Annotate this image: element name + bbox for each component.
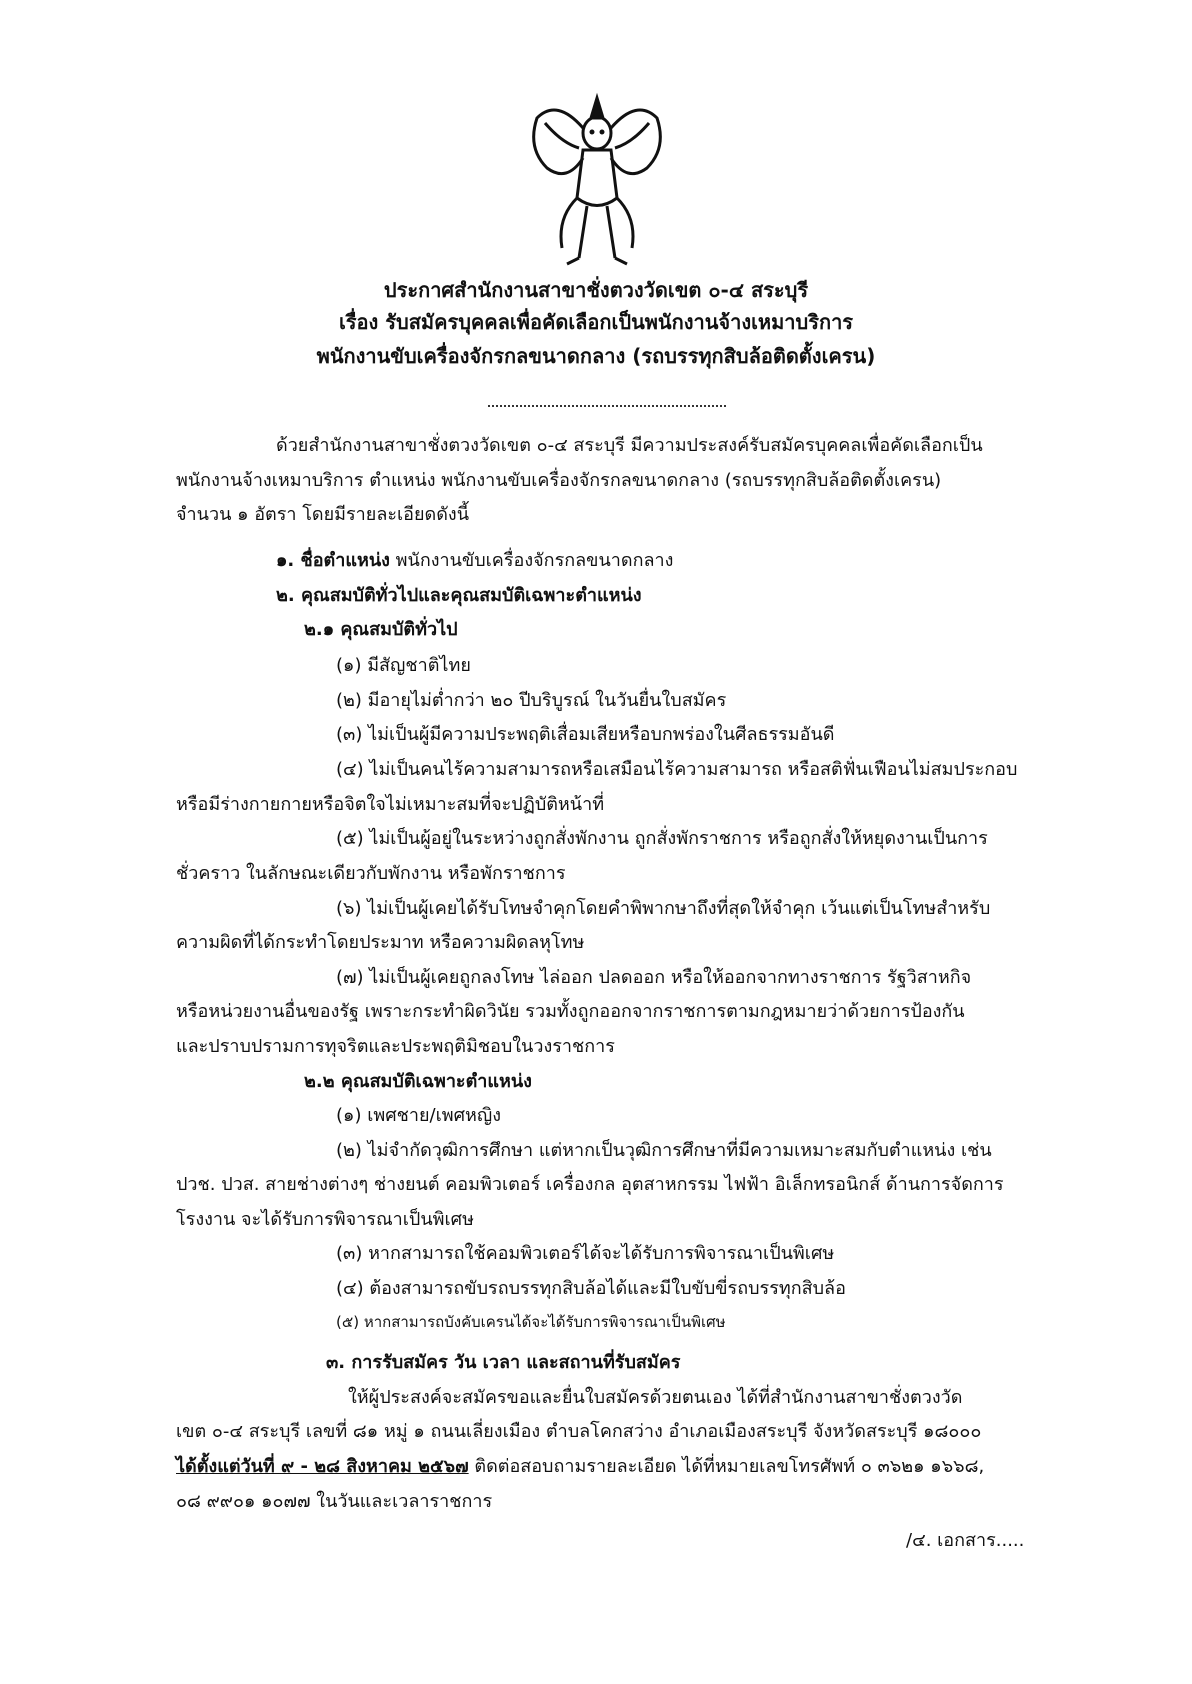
intro-line-3: จำนวน ๑ อัตรา โดยมีรายละเอียดดังนี้ <box>176 504 470 525</box>
section-1-value: พนักงานขับเครื่องจักรกลขนาดกลาง <box>395 550 674 571</box>
general-item-6: (๖) ไม่เป็นผู้เคยได้รับโทษจำคุกโดยคำพิพากษาถึงที่สุดให้จำคุก เว้นแต่เป็นโทษสำหรับ <box>336 898 991 919</box>
section-3-para-4: ๐๘ ๙๙๐๑ ๑๐๗๗ ในวันและเวลาราชการ <box>176 1491 493 1512</box>
garuda-emblem-icon <box>517 88 677 268</box>
specific-qualifications-heading: ๒.๒ คุณสมบัติเฉพาะตำแหน่ง <box>304 1071 532 1092</box>
specific-item-4: (๔) ต้องสามารถขับรถบรรทุกสิบล้อได้และมีใบขับขี่รถบรรทุกสิบล้อ <box>336 1278 846 1299</box>
general-item-7: (๗) ไม่เป็นผู้เคยถูกลงโทษ ไล่ออก ปลดออก หรือให้ออกจากทางราชการ รัฐวิสาหกิจ <box>336 967 972 988</box>
application-date-range: ได้ตั้งแต่วันที่ ๙ - ๒๘ สิงหาคม ๒๕๖๗ <box>176 1456 469 1477</box>
specific-item-2-cont-1: ปวช. ปวส. สายช่างต่างๆ ช่างยนต์ คอมพิวเตอร์ เครื่องกล อุตสาหกรรม ไฟฟ้า อิเล็กทรอนิกส์ ด้านการจัดการ <box>176 1174 1004 1195</box>
section-3-para-2: เขต ๐-๔ สระบุรี เลขที่ ๘๑ หมู่ ๑ ถนนเลี่ยงเมือง ตำบลโคกสว่าง อำเภอเมืองสระบุรี จังหวัดสระบุรี ๑๘๐๐๐ <box>176 1421 982 1442</box>
general-item-7-cont-1: หรือหน่วยงานอื่นของรัฐ เพราะกระทำผิดวินัย รวมทั้งถูกออกจากราชการตามกฎหมายว่าด้วยการป้องกัน <box>176 1001 965 1022</box>
continued-marker: /๔. เอกสาร..... <box>906 1530 1025 1551</box>
section-1-label: ๑. ชื่อตำแหน่ง <box>276 550 390 571</box>
general-item-4-cont: หรือมีร่างกายกายหรือจิตใจไม่เหมาะสมที่จะปฏิบัติหน้าที่ <box>176 794 605 815</box>
contact-phone-text: ติดต่อสอบถามรายละเอียด ได้ที่หมายเลขโทรศัพท์ ๐ ๓๖๒๑ ๑๖๖๘, <box>474 1456 985 1477</box>
specific-item-2: (๒) ไม่จำกัดวุฒิการศึกษา แต่หากเป็นวุฒิการศึกษาที่มีความเหมาะสมกับตำแหน่ง เช่น <box>336 1140 992 1161</box>
title-separator <box>488 405 726 407</box>
specific-item-5: (๕) หากสามารถบังคับเครนได้จะได้รับการพิจารณาเป็นพิเศษ <box>336 1313 726 1331</box>
specific-item-1: (๑) เพศชาย/เพศหญิง <box>336 1105 502 1126</box>
general-item-5-cont: ชั่วคราว ในลักษณะเดียวกับพักงาน หรือพักราชการ <box>176 863 566 884</box>
general-item-1: (๑) มีสัญชาติไทย <box>336 655 471 676</box>
section-2-heading: ๒. คุณสมบัติทั่วไปและคุณสมบัติเฉพาะตำแหน่ง <box>276 585 642 606</box>
section-3-para-1: ให้ผู้ประสงค์จะสมัครขอและยื่นใบสมัครด้วยตนเอง ได้ที่สำนักงานสาขาชั่งตวงวัด <box>348 1387 963 1408</box>
general-item-5: (๕) ไม่เป็นผู้อยู่ในระหว่างถูกสั่งพักงาน ถูกสั่งพักราชการ หรือถูกสั่งให้หยุดงานเป็นการ <box>336 828 988 849</box>
title-line-1: ประกาศสำนักงานสาขาชั่งตวงวัดเขต ๐-๔ สระบุรี <box>383 278 809 302</box>
specific-item-3: (๓) หากสามารถใช้คอมพิวเตอร์ได้จะได้รับการพิจารณาเป็นพิเศษ <box>336 1243 835 1264</box>
intro-line-1: ด้วยสำนักงานสาขาชั่งตวงวัดเขต ๐-๔ สระบุรี มีความประสงค์รับสมัครบุคคลเพื่อคัดเลือกเป็น <box>276 435 983 456</box>
general-item-4: (๔) ไม่เป็นคนไร้ความสามารถหรือเสมือนไร้ความสามารถ หรือสติฟั่นเฟือนไม่สมประกอบ <box>336 759 1018 780</box>
specific-item-2-cont-2: โรงงาน จะได้รับการพิจารณาเป็นพิเศษ <box>176 1209 474 1230</box>
title-line-2: เรื่อง รับสมัครบุคคลเพื่อคัดเลือกเป็นพนักงานจ้างเหมาบริการ <box>338 310 854 334</box>
general-item-7-cont-2: และปราบปรามการทุจริตและประพฤติมิชอบในวงราชการ <box>176 1036 615 1057</box>
general-qualifications-heading: ๒.๑ คุณสมบัติทั่วไป <box>304 619 458 640</box>
general-item-6-cont: ความผิดที่ได้กระทำโดยประมาท หรือความผิดลหุโทษ <box>176 932 585 953</box>
title-line-3: พนักงานขับเครื่องจักรกลขนาดกลาง (รถบรรทุกสิบล้อติดตั้งเครน) <box>316 344 876 368</box>
section-3-para-3 <box>176 1451 984 1480</box>
general-item-3: (๓) ไม่เป็นผู้มีความประพฤติเสื่อมเสียหรือบกพร่องในศีลธรรมอันดี <box>336 724 835 745</box>
general-item-2: (๒) มีอายุไม่ต่ำกว่า ๒๐ ปีบริบูรณ์ ในวันยื่นใบสมัคร <box>336 690 727 711</box>
intro-line-2: พนักงานจ้างเหมาบริการ ตำแหน่ง พนักงานขับเครื่องจักรกลขนาดกลาง (รถบรรทุกสิบล้อติดตั้งเครน) <box>176 470 942 491</box>
section-1 <box>276 545 673 574</box>
section-3-heading: ๓. การรับสมัคร วัน เวลา และสถานที่รับสมัคร <box>326 1352 681 1373</box>
